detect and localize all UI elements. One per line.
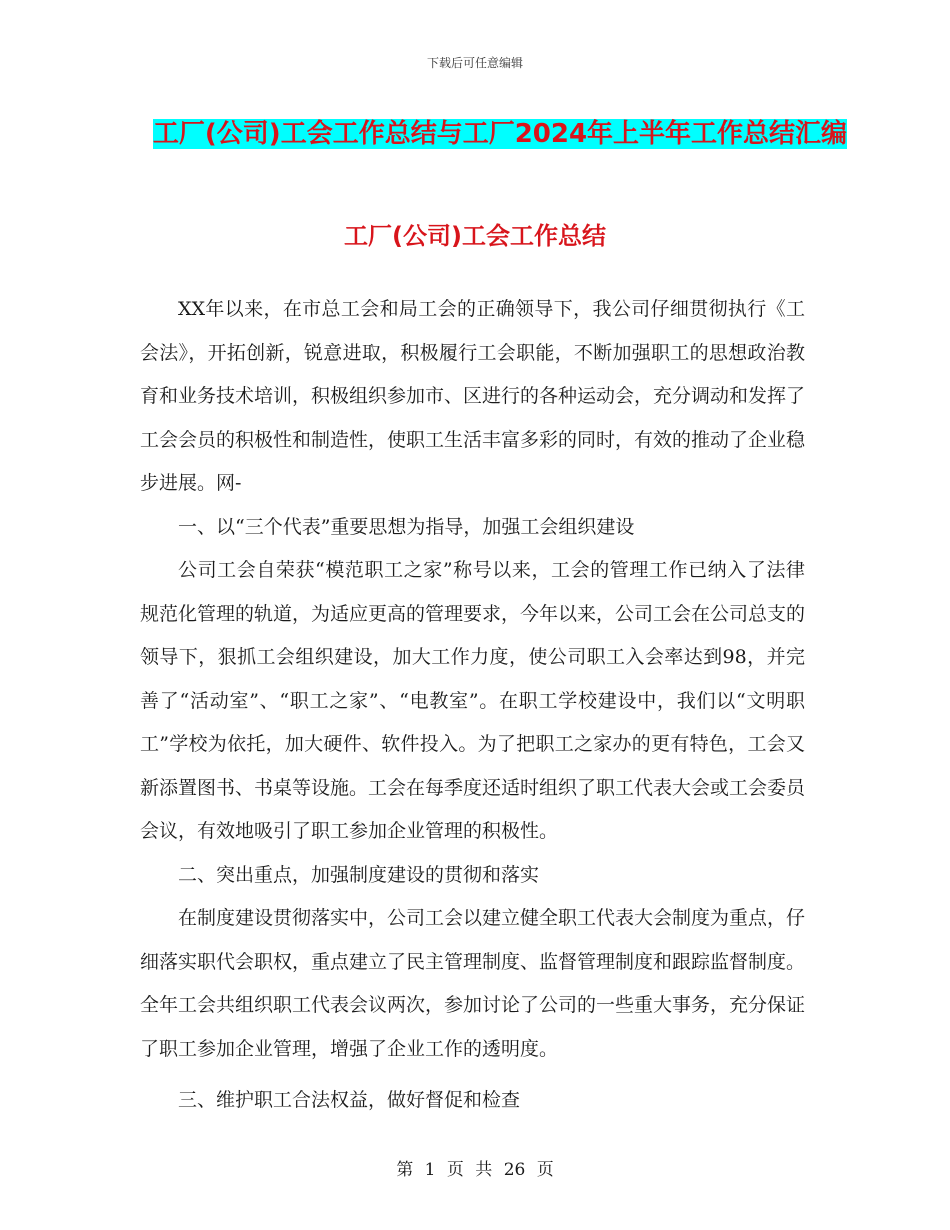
- body-paragraph-organization: 公司工会自荣获“模范职工之家”称号以来，工会的管理工作已纳入了法律规范化管理的轨道，为适应更高的管理要求，今年以来，公司工会在公司总支的领导下，狠抓工会组织建设，加大工作力度，使公司职工入会率达到98，并完善了“活动室”、“职工之家”、“电教室”。在职工学校建设中，我们以“文明职工”学校为依托，加大硬件、软件投入。为了把职工之家办的更有特色，工会又新添置图书、书桌等设施。工会在每季度还适时组织了职工代表大会或工会委员会议，有效地吸引了职工参加企业管理的积极性。: [140, 559, 806, 842]
- body-paragraph-intro: XX年以来，在市总工会和局工会的正确领导下，我公司仔细贯彻执行《工会法》，开拓创新，锐意进取，积极履行工会职能，不断加强职工的思想政治教育和业务技术培训，积极组织参加市、区进行的各种运动会，充分调动和发挥了工会会员的积极性和制造性，使职工生活丰富多彩的同时，有效的推动了企业稳步进展。网-: [140, 298, 806, 494]
- section-heading-3: 三、维护职工合法权益，做好督促和检查: [178, 1089, 521, 1111]
- document-title-text: 工厂(公司)工会工作总结与工厂2024年上半年工作总结汇编: [152, 119, 848, 149]
- document-body: [140, 288, 805, 1123]
- document-title: [150, 110, 850, 158]
- page-header-note: 下载后可任意编辑: [426, 56, 523, 70]
- body-paragraph-system: 在制度建设贯彻落实中，公司工会以建立健全职工代表大会制度为重点，仔细落实职代会职权，重点建立了民主管理制度、监督管理制度和跟踪监督制度。全年工会共组织职工代表会议两次，参加讨论了公司的一些重大事务，充分保证了职工参加企业管理，增强了企业工作的透明度。: [140, 907, 806, 1060]
- page-footer: 第 1 页 共 26 页: [396, 1160, 554, 1180]
- section-heading-1: 一、以“三个代表”重要思想为指导，加强工会组织建设: [178, 515, 635, 538]
- section-heading-2: 二、突出重点，加强制度建设的贯彻和落实: [178, 863, 540, 886]
- section-title: 工厂(公司)工会工作总结: [344, 222, 606, 250]
